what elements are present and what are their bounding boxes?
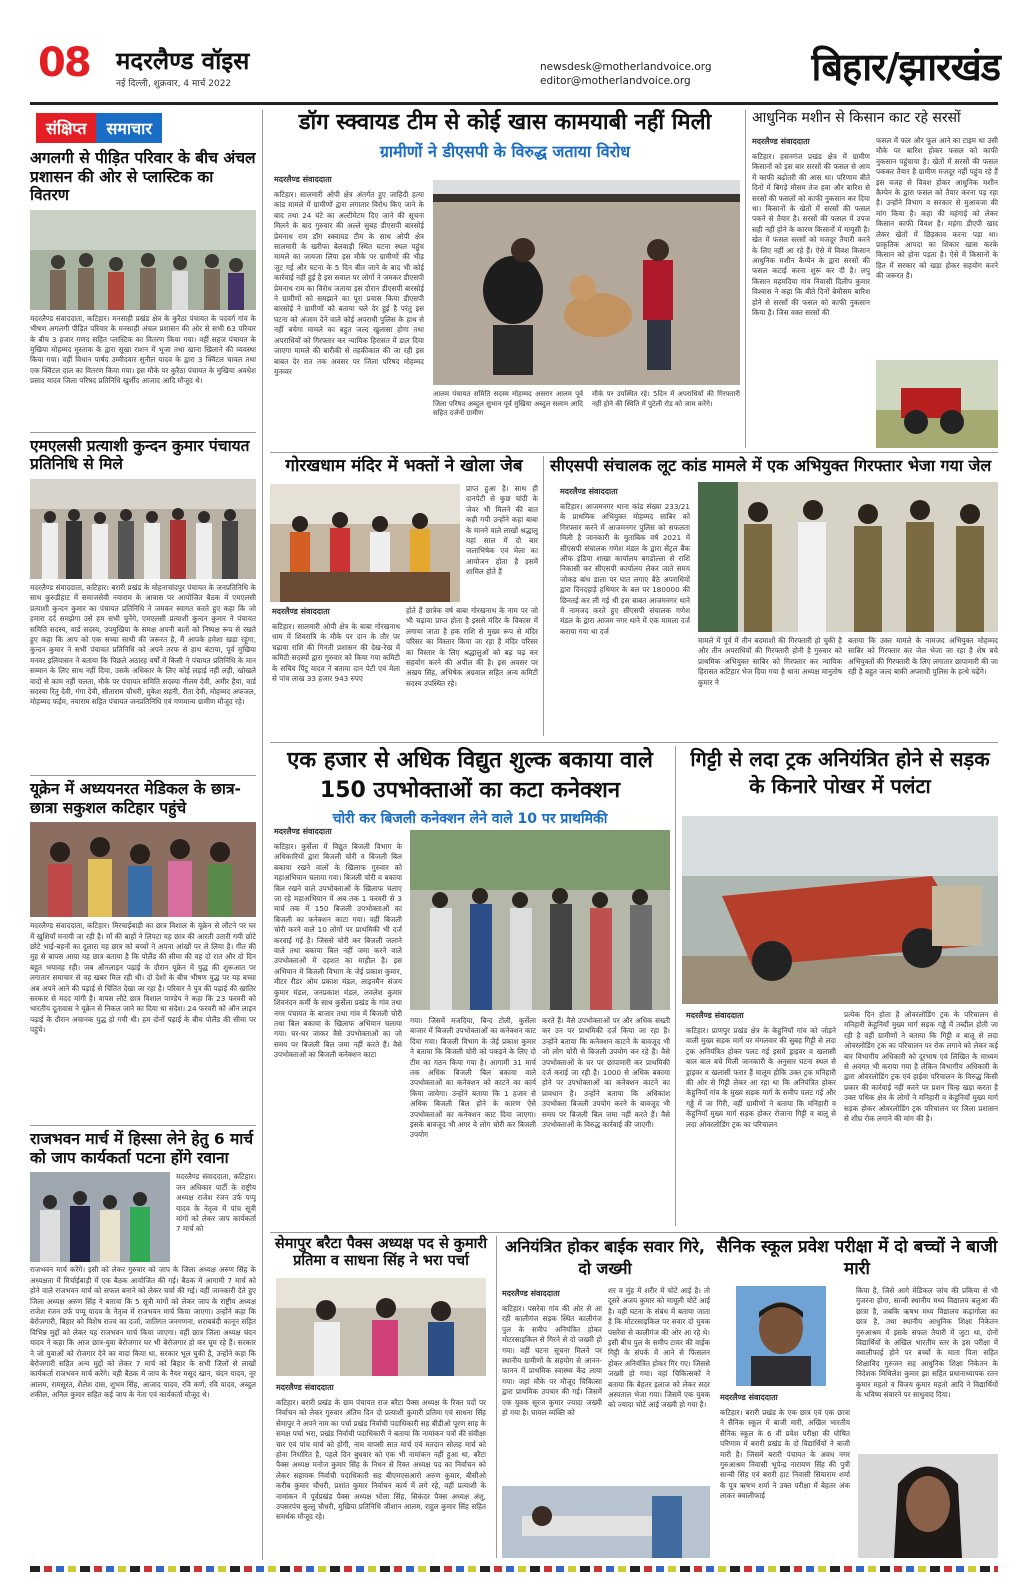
brief-2-headline: एमएलसी प्रत्याशी कुन्दन कुमार पंचायत प्रतिनिधि से मिले bbox=[30, 436, 250, 474]
csp-byline: मदरलैण्ड संवाददाता bbox=[560, 487, 618, 496]
truck-headline: गिट्टी से लदा ट्रक अनियंत्रित होने से सड़क के किनारे पोखर में पलंटा bbox=[690, 747, 990, 798]
newspaper-name: मदरलैण्ड वॉइस bbox=[116, 47, 250, 75]
brief-1-headline: अगलगी से पीड़ित परिवार के बीच अंचल प्रशासन की ओर से प्लास्टिक का वितरण bbox=[30, 149, 256, 205]
region-title: बिहार/झारखंड bbox=[811, 45, 1000, 89]
brief-1-body: मदरलैण्ड संवाददाता, कटिहार। मनसाही प्रखंड क्षेत्र के कुरैठा पंचायत के पदवर्ग गांव के भीषण अगलगी पीड़ित परिवार के मनसाही अंचल प्रशासन की ओर से सभी 63 परिवार के बीच 3 हजार गणद सहित प्लास्टिक का वितरण किया गया। वहीं सहज पंचायत के मुखिया मोहम्मद मुस्ताक के द्वारा सूखा राशन में भूजा तथा खाना खिलाने की व्यवस्था किया गया। वहीं विधान पार्षद उम्मीदवार सुनील यादव के द्वारा 3 क्विंटल चावल तथा एक क्विंटल दाल का वितरण किया गया। इस मौके पर कुरैठा पंचायत के मुखिया अवधेश प्रसाद यादव जिला परिषद प्रतिनिधि खुर्शीद आजाद आदि मौजूद थे। bbox=[30, 313, 256, 386]
row-rule bbox=[270, 452, 998, 453]
story-bike bbox=[500, 1236, 710, 1558]
contact-emails bbox=[540, 60, 712, 88]
brief-3-headline: यूक्रेन में अध्ययनरत मेडिकल के छात्र-छात्रा सकुशल कटिहार पहुंचे bbox=[30, 779, 241, 817]
sidebar-briefs bbox=[30, 113, 256, 1558]
story-truck bbox=[682, 746, 998, 1228]
semapur-headline: सेमापुर बरैटा पैक्स अध्यक्ष पद से कुमारी प्रतिमा व साधना सिंह ने भरा पर्चा bbox=[274, 1236, 488, 1270]
semapur-body: कटिहार। बरारी प्रखंड के ग्राम पंचायत राज बरैटा पैक्स अध्यक्ष के रिक्त पदों पर निर्वाचन को लेकर गुरुवार अंतिम दिन दो प्रत्याशी कुमारी प्रतिमा एवं साधना सिंह सेमापुर ने अपने नाम का पर्चा प्रखंड निर्वाची पदाधिकारी सह बीडीओ पूरण साह के समक्ष पर्चा भरा, प्रखंड निर्वाची पदाधिकारी ने बताया कि नामांकन पत्रों की संवीक्षा चार एवं पांच मार्च को होगी, नाम वापसी सात मार्च एवं मतदान सोलह मार्च को होना निर्धारित है, पहले दिन बुधवार को एक भी नामांकन नहीं हुआ था, बरैटा पैक्स अध्यक्ष मनोज कुमार सिंह के निधन से रिक्त अध्यक्ष पद का निर्वाचन को लेकर सहायक निर्वाची पदाधिकारी सह बीएमएसआरो अरुण कुमार, बीसीओ करीब कुमार चौधरी, प्रशांत कुमार निर्वाचन कार्य में लगे रहे, वहीं प्रत्याशी के नामांकन में पूर्वप्रखंड पैक्स अध्यक्ष भोला सिंह, सिकंदर पैक्स अध्यक्ष अंशु, उपसरपंच बुल्लु चौधरी, मुखिया प्रतिनिधि जीशान आलम, राहुल कुमार सिंह सहित समर्थक मौजूद रहे। bbox=[276, 1398, 486, 1522]
brief-2-photo bbox=[30, 479, 256, 579]
truck-body-left: कटिहार। प्राणपुर प्रखंड क्षेत्र के केहुनियाँ गांव को जोड़ने वाली मुख्य सड़क मार्ग पर मंगलवार की सुबह गिट्टी से लदा ट्रक अनियंत्रित होकर पलट गई इसमें ड्राइवर व खलासी बाल बाल बचे मिली जानकारी के अनुसार घटना स्थल से ड्राइवर व खलासी फरार हैं मालूम होकि उक्त ट्रक मनिहारी की ओर से गिट्टी लेकर आ रहा था कि अनियंत्रित होकर केहुनियाँ गांव के मुख्य सड़क मार्ग के समीप पलट गई और गड्ढे में जा गिरी, वहीं ग्रामीणों ने बताया कि मनिहारी व केहुनियाँ मुख्य मार्ग सड़क होकर रोजाना गिट्टी व बालू से लदा ओवरलोडिंग ट्रक का परिचालन bbox=[686, 1026, 836, 1129]
electric-body-right: करते हैं। वैसे उपभोक्ताओं पर और अधिक सख्ती कर उन पर प्राथमिकी दर्ज किया जा रहा है। उन्होंने बताया कि कनेक्शन काटने के बावजूद भी जो लोग चोरी से बिजली उपयोग कर रहे हैं। वैसे उपभोक्ताओं के घर पर छापामारी कर प्राथमिकी दर्ज कराई जा रही है। 1000 से अधिक बकाया होने पर उपभोक्ताओं का कनेक्शन काटने का प्रावधान है। उन्होंने बताया कि अधिकांश उपभोक्ता बिजली उपयोग करने के बावजूद भी समय पर बिजली बिल जमा नहीं करते हैं। वैसे उपभोक्ताओं के विरुद्ध कार्रवाई की जाएगी। bbox=[542, 1016, 670, 1130]
row-rule bbox=[270, 742, 998, 743]
dog-squad-subhead: ग्रामीणों ने डीएसपी के विरुद्ध जताया विरोध bbox=[379, 142, 631, 162]
semapur-photo bbox=[276, 1278, 486, 1376]
brief-2-body: मदरलैण्ड संवाददाता, कटिहार। बरारी प्रखंड के मोहनाचांदपुर पंचायत के जनप्रतिनिधि के साथ कुरुडीहाट में समाजसेवी नयाराम के आवास पर आयोजित बैठक में एमएलसी प्रत्याशी कुन्दन कुमार का पंचायत प्रतिनिधि ने जमकर स्वागत करते हुए कहा कि जो हमारा दर्द समझेगा उसे हम सभी चुनेंगे, एमएलसी प्रत्याशी कुन्दन कुमार ने पंचायत समिति सदस्य, वार्ड सदस्य, उपमुखिया के समक्ष अपनी बातों को निष्पक्ष रूप से रखते हुए कहा कि आप को एक सच्चा साथी की जरूरत है, मैं आपके हमेशा खड़ा रहूंगा, कुन्दन कुमार ने सभी पंचायत प्रतिनिधि को अपने तरफ से हाथ बंटाया, पूर्व मुखिया मनवर इलियासन ने बताया कि पिछले अठारह वर्षों में किसी ने पंचायत प्रतिनिधि के मान सम्मान के लिए साथ नहीं दिया, उसके अधिकार के लिए कोई लड़ाई नहीं लड़ी, खोखले वादों से काम नहीं चलता, मौके पर पंचायत समिति सदस्या नीलम देवी, अमीर हैया, वार्ड सदस्या रितु देवी, गंगा देवी, सीताराम चौधरी, मुकेश सहनी, रीता देवी, मोहम्मद अफजल, मोहम्मद फईम, नयाराम सहित पंचायत जनप्रतिनिधि एवं गणमान्य ग्रामीण मौजूद रहे। bbox=[30, 582, 256, 707]
electric-byline: मदरलैण्ड संवाददाता bbox=[274, 827, 332, 836]
brief-4-photo bbox=[30, 1172, 170, 1262]
sainik-body-bottom: कटिहार। बरारी प्रखंड के एक छात्र एवं एक छात्रा ने सैनिक स्कूल में बाजी मारी, अखिल भारतीय सैनिक स्कूल के 6 वीं प्रवेश परीक्षा की घोषित परिणाम में बरारी प्रखंड के दो विद्यार्थियों ने बाजी मारी है। जिसमें बरारी पंचायत के अवध नगर गुरुआश्रम निवासी भूपेन्द्र नारायण सिंह की पुत्री सान्वी सिंह एवं बरारी हाट निवासी सियाराम शर्मा के पुत्र ऋषभ शर्मा ने उक्त परीक्षा में बेहतर अंक लाकर क्वालीफाई bbox=[720, 1408, 850, 1501]
brief-4-top bbox=[30, 1172, 256, 1262]
masthead-rule bbox=[30, 102, 998, 105]
electric-subhead: चोरी कर बिजली कनेक्शन लेने वाले 10 पर प्राथमिकी bbox=[332, 811, 608, 828]
story-dog-squad bbox=[270, 110, 740, 450]
story-semapur bbox=[270, 1236, 492, 1558]
briefs-tag-left: संक्षिप्त bbox=[36, 113, 96, 143]
sainik-photo-girl bbox=[858, 1454, 998, 1558]
dog-squad-caption-left: आलम पंचायत समिति सदस्य मोहम्मद असरार आलम पूर्व जिला परिषद अब्दुल सुभान पूर्व मुखिया अब्दुल सलाम आदि सहित दर्जनों ग्रामीण bbox=[433, 390, 583, 418]
dateline: नई दिल्ली, शुक्रवार, 4 मार्च 2022 bbox=[116, 79, 232, 89]
truck-byline: मदरलैण्ड संवाददाता bbox=[686, 1011, 744, 1020]
brief-1-photo bbox=[30, 210, 256, 310]
gorakh-photo bbox=[270, 484, 460, 602]
sarson-headline: आधुनिक मशीन से किसान काट रहे सरसों bbox=[752, 110, 961, 126]
gorakh-byline: मदरलैण्ड संवाददाता bbox=[272, 607, 330, 616]
sarson-body-right: फसल में फल और फूल आने का टाइम था उसी मौके पर बारिश होकर फसल को काफी नुकसान पहुंचाया है। खेतों में सरसों की फसल पककर तैयार है ग्रामीण मजदूर नहीं पहुंच रहे हैं इस वजह से विवश होकर आधुनिक मशीन कैम्पेन के द्वारा फसल को तैयार करना पड़ रहा है। उन्होंने विभाग व सरकार से मुआवजा की मांग किया है। कहा की महंगाई को लेकर किसान काफी विवश है। महंगा डीएपी खाद लेकर खेतों में छिड़काव करना पड़ा था। प्राकृतिक आपदा का शिकार खास करके किसान को होना पड़ता है। ऐसे में किसानों के हित में सरकार को खड़ा होकर सहयोग करने की जरूरत है। bbox=[876, 136, 998, 281]
dog-squad-headline: डॉग स्क्वायड टीम से कोई खास कामयाबी नहीं मिली bbox=[298, 110, 712, 135]
electric-body-mid: गया। जिसमें मजदिया, बिन्द टोली, कुर्सेला बाजार में बिजली उपभोक्ताओं का कनेक्शन काट दिया गया। बिजली विभाग के जेई प्रकाश कुमार ने बताया कि बिजली चोरी को पकड़ने के लिए दो टीम का गठन किया गया है। आगामी 31 मार्च तक अधिक बिजली बिल बकाया वाले उपभोक्ताओं का कनेक्शन को काटने का कार्य किया जायेगा। उन्होंने बताया कि 1 हजार से अधिक बिजली बिल होने के कारण ऐसे उपभोक्ताओं का कनेक्शन काट दिया जाएगा। इसके बावजूद भी अगर वे लोग चोरी कर बिजली उपयोग bbox=[410, 1016, 536, 1140]
masthead bbox=[30, 40, 1000, 100]
story-csp-arrest bbox=[550, 456, 998, 738]
sarson-byline: मदरलैण्ड संवाददाता bbox=[752, 137, 810, 146]
bike-headline: अनियंत्रित होकर बाईक सवार गिरे, दो जख्मी bbox=[505, 1237, 705, 1278]
email-newsdesk[interactable]: newsdesk@motherlandvoice.org bbox=[540, 61, 712, 73]
column-rule bbox=[496, 1236, 497, 1558]
semapur-byline: मदरलैण्ड संवाददाता bbox=[276, 1383, 334, 1392]
row-rule bbox=[270, 1232, 998, 1233]
divider bbox=[30, 1125, 256, 1126]
sainik-body-right-top: किया है, जिसे आगे मेडिकल जांच की प्रकिया से भी गुजरना होगा, सान्वी स्थानीय मध्य विद्यालय बलुआ की छात्रा है, जबकि ऋषभ मध्य विद्यालय कढ़ागोला का छात्र है, तथा स्थानीय आधुनिक शिक्षा निकेतन गुरुआश्रम में इसके सफल तैयारी में जुटा था, दोनों विद्यार्थियों के अखिल भारतीय स्तर के इस परीक्षा में क्वालीफाई होने पर बच्चों के माता पिता सहित शिक्षाविद गुरुजन सह आधुनिक शिक्षा निकेतन के निदेशक मिथिलेश कुमार झा सहित प्रधानाध्यापक रतन कुमार महतो व विजय कुमार महतो आदि ने विद्यार्थियों के भविष्य संवारने पर साधुवाद दिया। bbox=[856, 1286, 998, 1400]
story-gorakh bbox=[270, 456, 538, 738]
bike-byline: मदरलैण्ड संवाददाता bbox=[502, 1289, 560, 1298]
truck-body-right: प्रत्येक दिन होता है ओवरलोडिंग ट्रक के परिचालन से मनिहारी केहुनियाँ मुख्य मार्ग सड़क गड्ढे में तब्दील होती जा रही है वहीं ग्रामीणों ने बताया कि गिट्टी व बालू से लदा ओवरलोडिंग ट्रक का परिचालन पर रोक लगाने को लेकर कई बार विभागीय अधिकारी को दूरभाष एवं लिखित के माध्यम से अवगत भी कराया गया है लेकिन विभागीय अधिकारी के द्वारा ओवरलोडिंग ट्रक एवं हाईवा परिचालन के विरुद्ध किसी प्रकार की कार्रवाई नहीं करने पर प्रशन चिन्ह खड़ा करता है उक्त पथिक क्षेत्र के लोगों ने मनिहारी व केहुनियाँ मुख्य मार्ग सड़क होकर ओवरलोडिंग ट्रक परिचालन पर जिला प्रशासन से शीघ्र रोक लगाने की मांग की है। bbox=[844, 1010, 998, 1124]
gorakh-body-right: होते हैं छात्रेक वर्ष बाबा गोरखनाथ के नाम पर जो भी चढ़ावा प्राप्त होता है इससे मंदिर के विकास में लगाया जाता है हक राशि से मुख्य रूप से मंदिर परिसर का विस्तार किया जा रहा है मंदिर परिसर का विस्तार के लिए श्रद्धालुओं को बढ़ चढ़ कर सहयोग करने की अपील की है। इस अवसर पर अखय सिंह, अभिषेक अग्रवाल सहित अन्य कमिटी सदस्य उपस्थित रहे। bbox=[406, 606, 538, 688]
brief-4-headline: राजभवन मार्च में हिस्सा लेने हेतु 6 मार्च को जाप कार्यकर्ता पटना होंगे रवाना bbox=[30, 1130, 254, 1167]
briefs-tag bbox=[36, 113, 256, 143]
electric-photo bbox=[410, 830, 670, 1010]
email-editor[interactable]: editor@motherlandvoice.org bbox=[540, 75, 691, 87]
sainik-headline: सैनिक स्कूल प्रवेश परीक्षा में दो बच्चों ने बाजी मारी bbox=[716, 1237, 998, 1280]
column-rule bbox=[262, 110, 263, 1560]
electric-headline: एक हजार से अधिक विद्युत शुल्क बकाया वाले 150 उपभोक्ताओं का कटा कनेक्शन bbox=[287, 748, 653, 803]
sainik-photo-boy bbox=[736, 1286, 826, 1386]
gorakh-body-top: प्राप्त हुआ है। साथ ही दानपेटी से कुछ चांदी के जेवर भी मिलने की बात कही गयी उन्होंने कहा बाबा के मानने वाले लाखों श्रद्धालु यहां साल में दो बार जलाभिषेक एवं मेला का आयोजन होता है इसमें शामिल होते हैं bbox=[466, 484, 538, 577]
dog-squad-caption-right: मौके पर उपस्थित रहे। 5दिन में अपराधियों की गिरफ्तारी नहीं होने की स्थिति में पुटेली रोड को जाम करेंगे। bbox=[592, 390, 740, 408]
bike-photo bbox=[502, 1486, 710, 1558]
brief-3-photo bbox=[30, 822, 256, 917]
divider bbox=[30, 432, 256, 433]
brief-4-intro: मदरलैण्ड संवाददाता, कटिहार। जन अधिकार पार्टी के राष्ट्रीय अध्यक्ष राजेश रंजन उर्फ पप्पू यादव के नेतृत्व में पांच सूत्री मांगों को लेकर जाप कार्यकर्ता 7 मार्च को bbox=[176, 1172, 256, 1234]
divider bbox=[30, 775, 256, 776]
page-number: 08 bbox=[38, 40, 90, 86]
dog-squad-byline: मदरलैण्ड संवाददाता bbox=[274, 175, 332, 184]
gorakh-body-left: कटिहार। सालमारी ओपी क्षेत्र के बाबा गोरखनाथ धाम में शिवरात्रि के मौके पर दान के तौर पर चढ़ावा राशि की गिनती प्रशासन की देख-रेख में कमिटी सदस्यों द्वारा गुरुवार को किया गया कमिटी के सचिव पिंटू यादव ने बताया दान पेटी एवं मेला से पांच लाख 33 हजार 943 रुपए bbox=[272, 622, 400, 684]
bike-body-left: कटिहार। पसरेवा गांव की ओर से आ रही कालीगंज सड़क स्थित कालीगंज पुल के समीप अनियंत्रित होकर मोटरसाइकिल से गिरने से दो जख्मी हो गया। वहीं घटना सूचना मिलने पर स्थानीय ग्रामीणों के सहयोग से आनन-फानन में प्राथमिक स्वास्थ्य केंद्र लाया गया। जहां मौके पर मौजूद चिकित्सा द्वारा प्राथमिक उपचार की गई। जिसमें एक युवक सूरज कुमार ज्यादा जख्मी हो गया है। घायल व्यक्ति को bbox=[502, 1304, 602, 1418]
csp-body-right: बताया कि उक्त मामले के नामजद अभियुक्त मोहम्मद साबिर को गिरफ्तार कर जेल भेजा जा रहा है शेष बचे अभियुक्तों की गिरफ्तारी के लिए लगातार छापामारी की जा रही है बहुत जल्द बाकी अपराधी पुलिस के हत्थे चढ़ेंगे। bbox=[848, 636, 998, 677]
csp-body-left: कटिहार। आजमनगर थाना कांड संख्या 233/21 के प्राथमिक अभियुक्त मोहम्मद साबिर को गिरफ्तार करने में आजमनगर पुलिस को सफलता मिली है जानकारी के मुताबिक वर्ष 2021 में सीएसपी संचालक गणेश मंडल के द्वारा सेंट्रल बैंक ऑफ इंडिया शाखा कार्यालय बगडोल्ला से राशि निकासी कर सीएसपी कार्यालय लेकर जाते समय जोकड़ बांध डाला पर घात लगाए बैठे अपराधियों द्वारा दिनदहाड़े हथियार के बल पर 180000 की छिनतई कर ली गई थी इस बाबत आजमनगर थाने में नामजद करते हुए सीएसपी संचालक गणेश मंडल के द्वारा आजम नगर थाने में एक मामला दर्ज कराया गया था दर्ज bbox=[560, 502, 690, 636]
column-rule bbox=[745, 110, 746, 448]
dog-squad-photo bbox=[433, 180, 740, 385]
csp-body-mid: मामले में पूर्व में तीन बदमाशों की गिरफ्तारी हो चुकी है और तीन अपराधियों की गिरफ्तारी होनी है गुरुवार को प्राथमिक अभियुक्त साबिर को गिरफ्तार कर न्यायिक हिरासत कटिहार भेज दिया गया है थाना अध्यक्ष मानुतोष कुमार ने bbox=[698, 636, 842, 687]
briefs-tag-right: समाचार bbox=[96, 113, 161, 143]
truck-photo bbox=[682, 816, 998, 1004]
column-rule bbox=[543, 456, 544, 736]
sainik-byline: मदरलैण्ड संवाददाता bbox=[720, 1393, 778, 1402]
print-color-bar bbox=[30, 1566, 998, 1572]
brief-3-body: मदरलैण्ड संवाददाता, कटिहार। मिरचाईबाड़ी का छात्र विशाल के यूक्रेन से लौटने पर घर में खुशियाँ मनायी जा रही है। माँ की बाहों ने लिपटा यह छात्र की आरती उतारी गयी छोटे छोटे भाई-बहनों का दुलारा यह छात्र को बच्चों ने अपना आंखों पर ले लिया है। गीत की मुह से बापस आया यह छात्र बताया है कि पोलैंड की सीमा की वह दो रात और दो दिन बहुत भयावह रही। जब ऑनलाइन पढ़ाई के दौरान यूक्रेन में युद्ध की शुरूआत पर लगातार समाचार से वह खबर मिल रही थी। दो देशों के बीच भीषण युद्ध पर यह बच्चा अब अपने आने की पढ़ाई से चिंतित देखा जा रहा है। परिवार ने पुत्र की पढ़ाई की खातिर सरकार से मदद मांगी है। वापस लौटे छात्र विशाल पाण्डेय ने कहा कि 23 फरवरी को भारतीय दूतावास ने यूक्रेन से निकल जाने का दिया था संदेश। 24 फरवरी को ऑन लाइन पढ़ाई के दौरान अचानक युद्ध हो गयी थी। हम दोनों पढ़ाई के बीच पोलैंड की सीमा पर पहुंचे। bbox=[30, 921, 256, 1035]
csp-photo bbox=[698, 482, 998, 632]
story-sarson bbox=[752, 110, 998, 450]
sarson-body-left: कटिहार। हसनगंज प्रखंड क्षेत्र में ग्रामीण किसानों को इस बार सरसों की फसल से आय में काफी बढ़ोतरी की आस था। परिणाम बीते दिनों में बिगड़े मौसम तेज हवा और बारिश से सरसों की फसलों को काफी नुकसान कर दिया था। किसानों के खेतों में सरसों की फसल पकने से तैयार है। सरसों की फसल में उपज सही नहीं होने के कारण किसानों में मायूसी है। खेत में फसल सरसों को मजदूर तैयारी करने के लिए नहीं आ रहे हैं। ऐसे में विवश किसान आधुनिक मशीन कैम्पेन के द्वारा सरसों की फसल कटाई करना शुरू कर दी है। लपु किसान महमदिया गांव निवासी दिलीप कुमार विश्वास ने कहा कि बीते दिनों बेमौसम बारिश होने से सरसों की फसल को काफी नुकसान किया है। जिस वक्त सरसों की bbox=[752, 152, 870, 318]
dog-squad-body: कटिहार। सालमारी ओपी क्षेत्र अंतर्गत हुए जाहिदी हत्या कांड मामले में ग्रामीणों द्वारा लगातार विरोध किए जाने के बाद तथा 24 घंटे का अल्टीमेटम दिए जाने की सूचना मिलने के बाद गुरुवार की अल्ले सुबह डीएसपी बारसोई प्रेमनाथ राम डॉग स्क्वायड टीम के साथ ओपी क्षेत्र सालमारी के खरीफा बेलवाड़ी स्थित घटना स्थल पहुंच मामले का जायजा लिया इस मौके पर ग्रामीणों की भीड़ जुट गई और घटना के 5 दिन बीत जाने के बाद भी कोई कार्रवाई नहीं हुई है इस सवाल पर लोगों ने जमकर डीएसपी प्रेमनाथ राम का विरोध जताया इस दौरान डीएसपी बारसोई ने ग्रामीणों को समझाने का पूरा प्रयास किया डीएसपी बारसोई ने ग्रामीणों को बताया चले देर हुई है परंतु इस घटना को अंजाम देने वाले कोई अपराधी पुलिस के हाथ से नहीं बचेगा मामले का बहुत जल्द खुलासा होगा तथा अपराधियों को गिरफ्तार कर न्यायिक हिरासत में डाल दिया जाएगा मामले की बारीकी से तहकीकात की जा रही इस बाबत देर रात तक अवसर पर जिला परिषद मोहम्मद मुनव्वर bbox=[274, 190, 424, 376]
bike-body-right: शर व मुंह में शरीर में चोटें आई है। तो दूसरे अजय कुमार को मामूली चोटें आई है। वहीं घटना के संबंध में बताया जाता है कि मोटरसाइकिल पर सवार दो युवक पसरेवा से कालीगंज की ओर आ रहे थे। इसी बीच पुल के समीप टायर की वाईक गिट्टी के संपर्क में आने से फिसलन होकर अनियंत्रित होकर गिर गए। जिससे जख्मी हो गया। वहां चिकित्सकों ने बताया कि बेहतर इलाज को लेकर सदर अस्पताल भेजा गया। जिसमें एक युवक को ज्यादा चोटें आई जख्मी हो गया है। bbox=[608, 1286, 710, 1410]
csp-headline: सीएसपी संचालक लूट कांड मामले में एक अभियुक्त गिरफ्तार भेजा गया जेल bbox=[550, 456, 992, 475]
sarson-photo bbox=[876, 360, 998, 448]
brief-4-body: राजभवन मार्च करेंगे। इसी को लेकर गुरुवार को जाप के जिला अध्यक्ष अरुण सिंह के अध्यक्षता में मिर्चाईबाड़ी में एक बैठक आयोजित की गई। बैठक में आगामी 7 मार्च को होने वाले राजभवन मार्च को सफल बनाने को लेकर चर्चा की गई। वहीं जानकारी देते हुए जिला अध्यक्ष अरुण सिंह ने बताया कि 5 सूत्री मांगों को लेकर जाप के राष्ट्रीय अध्यक्ष राजेश रंजन उर्फ पप्पू यादव के नेतृत्व में राजभवन मार्च किया जाएगा। उन्होंने कहा कि बेरोजगारी, बिहार को विशेष राज्य का दर्जा, जातिगत जनगणना, शराबबंदी कानून सहित विभिन्न मुद्दों को लेकर यह राजभवन मार्च किया जाएगा। वहीं छात्र जिला अध्यक्ष चंदन यादव ने कहा कि आज छात्र-युवा बेरोजगार घर भी बेरोजगार हो कर घूम रहे हैं। सरकार ने जो युवाओं को रोजगार देने का वादा किया था, सरकार भूल चुकी है, उन्होंने कहा कि बेरोजगारी सहित अन्य मुद्दों को लेकर 7 मार्च को बिहार के सभी जिलों से लाखों कार्यकर्ता राजभवन मार्च करेंगे। वही बैठक में जाप के नैयर मसूद खान, चंदन यादव, नूर आलम, रामसूरत, शैलेश दास, शुभम सिंह, आजाद यादव, रवि कर्ण, रवि यादव, अब्दुल शकील, अनिल कुमार सहित कई जाप के नेता एवं कार्यकर्ता मौजूद थे। bbox=[30, 1265, 256, 1400]
gorakh-headline: गोरखधाम मंदिर में भक्तों ने खोला जेब bbox=[285, 456, 523, 476]
story-electricity bbox=[270, 746, 670, 1228]
column-rule bbox=[675, 746, 676, 1226]
electric-body-left: कटिहार। कुर्सेला में विद्युत बिजली विभाग के अधिकारियों द्वारा बिजली चोरी व बिजली बिल बकाया रखने वालों के खिलाफ गुरुवार को महाअभियान चलाया गया। बिजली चोरी व बकाया बिल रखने वाले उपभोक्ताओं के खिलाफ चलाए जा रहे महाअभियान में अब तक 1 फरवरी से 3 मार्च तक में 150 बिजली उपभोक्ताओं का बिजली का कनेक्शन काटा गया। वहीं बिजली चोरी करने वाले 10 लोगों पर प्राथमिकी भी दर्ज करवाई गई है। जिससे चोरी कर बिजली जलाने वाले तथा बकाया बिल नहीं जमा करने वाले उपभोक्ताओं में दहशत का माहौल है। इस अभियान में बिजली विभाग के जेई प्रकाश कुमार, मीटर रीडर ओम प्रकाश मंडल, लाइनमैन संजय कुमार मंडल, जनप्रकाश मंडल, लवलेश कुमार शिवनंदन कर्मी के साथ कुर्सेला प्रखंड के गांव तथा नगर पंचायत के बाजार तथा गांव में बिजली चोरी तथा बिल बकाया के खिलाफ अभियान चलाया गया। घर-घर जाकर वैसे उपभोक्ताओं का जो समय पर बिजली बिल जमा नहीं करते हैं। वैसे उपभोक्ताओं का बिजली कनेक्शन काटा bbox=[274, 842, 402, 1060]
story-sainik bbox=[716, 1236, 998, 1558]
